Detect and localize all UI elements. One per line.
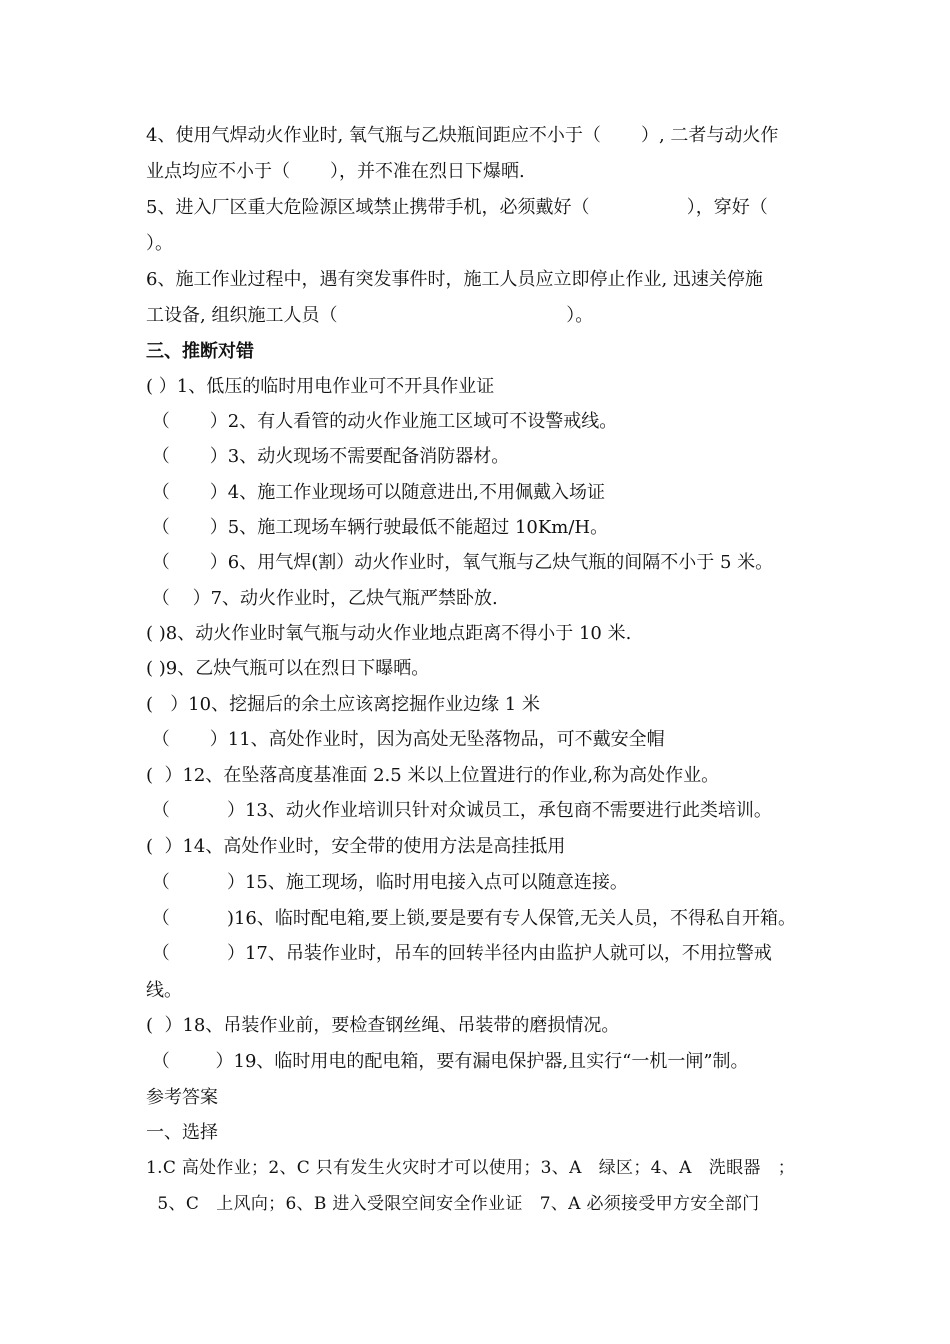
true-false-item: ( ）14、高处作业时，安全带的使用方法是高挂抵用: [146, 836, 566, 857]
true-false-item-continuation: 线。: [146, 980, 182, 1001]
fill-blank-line-3: 5、进入厂区重大危险源区域禁止携带手机，必须戴好（ ），穿好（: [146, 197, 768, 218]
fill-blank-line-6: 工设备, 组织施工人员（ ）。: [146, 305, 594, 326]
answers-heading: 参考答案: [146, 1087, 218, 1108]
true-false-item: （ ）7、动火作业时，乙炔气瓶严禁卧放.: [146, 588, 498, 609]
true-false-item: （ ）6、用气焊(割）动火作业时，氧气瓶与乙炔气瓶的间隔不小于 5 米。: [146, 552, 774, 573]
fill-blank-line-1: 4、使用气焊动火作业时, 氧气瓶与乙炔瓶间距应不小于（ ）, 二者与动火作: [146, 125, 779, 146]
true-false-item: ( ）12、在坠落高度基准面 2.5 米以上位置进行的作业,称为高处作业。: [146, 765, 720, 786]
true-false-item: （ ）2、有人看管的动火作业施工区域可不设警戒线。: [146, 411, 618, 432]
true-false-item: （ ）19、临时用电的配电箱，要有漏电保护器,且实行“一机一闸”制。: [146, 1051, 749, 1072]
true-false-item: ( )9、乙炔气瓶可以在烈日下曝晒。: [146, 658, 430, 679]
fill-blank-line-2: 业点均应不小于（ ），并不准在烈日下爆晒.: [146, 161, 525, 182]
true-false-item: ( ）1、低压的临时用电作业可不开具作业证: [146, 376, 495, 397]
true-false-item: （ )16、临时配电箱,要上锁,要是要有专人保管,无关人员，不得私自开箱。: [146, 908, 797, 929]
true-false-item: （ ）11、高处作业时，因为高处无坠落物品，可不戴安全帽: [146, 729, 665, 750]
true-false-item: ( ）10、挖掘后的余土应该离挖掘作业边缘 1 米: [146, 694, 540, 715]
true-false-item: （ ）15、施工现场，临时用电接入点可以随意连接。: [146, 872, 628, 893]
true-false-item: （ ）13、动火作业培训只针对众诚员工，承包商不需要进行此类培训。: [146, 800, 772, 821]
answers-subheading: 一、选择: [146, 1122, 218, 1143]
fill-blank-line-4: ）。: [146, 233, 173, 254]
true-false-item: （ ）3、动火现场不需要配备消防器材。: [146, 446, 510, 467]
true-false-item: （ ）5、施工现场车辆行驶最低不能超过 10Km/H。: [146, 517, 609, 538]
answer-line-2: 5、C 上风向；6、B 进入受限空间安全作业证 7、A 必须接受甲方安全部门: [146, 1194, 760, 1214]
answer-line-1: 1.C 高处作业；2、C 只有发生火灾时才可以使用；3、A 绿区；4、A 洗眼器 ；: [146, 1158, 796, 1178]
true-false-item: ( )8、动火作业时氧气瓶与动火作业地点距离不得小于 10 米.: [146, 623, 632, 644]
fill-blank-line-5: 6、施工作业过程中，遇有突发事件时，施工人员应立即停止作业, 迅速关停施: [146, 269, 763, 290]
true-false-item: （ ）4、施工作业现场可以随意进出,不用佩戴入场证: [146, 482, 605, 503]
section-heading-true-false: 三、推断对错: [146, 341, 254, 362]
true-false-item: ( ）18、吊装作业前，要检查钢丝绳、吊装带的磨损情况。: [146, 1015, 620, 1036]
true-false-item: （ ）17、吊装作业时，吊车的回转半径内由监护人就可以，不用拉警戒: [146, 943, 772, 964]
